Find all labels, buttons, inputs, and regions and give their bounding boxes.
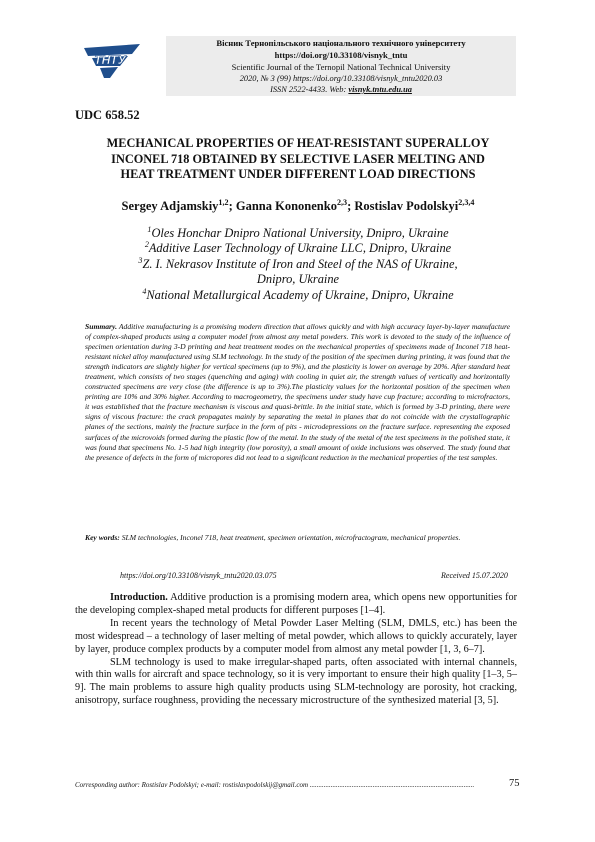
affil-number: 4 [142, 286, 147, 296]
logo-text: ТНТУ [94, 53, 126, 67]
keywords-label: Key words: [85, 533, 120, 542]
author-list [60, 199, 536, 214]
received-date: Received 15.07.2020 [441, 571, 508, 580]
body-text [75, 592, 517, 708]
abstract-text: Additive manufacturing is a promising modern direction that allows quickly and with high accuracy layer-by-layer manufacture of complex-shaped products using a computer model from almost any metal powders. This work is devoted to the study of the influence of specimen orientation during 3-D printing and heat treatment modes on the mechanical properties of specimens made of Inconel 718 heat-resistant nickel alloy manufactured using SLM technology. In the study of the position of the specimen during printing, it was found that the strength indicators are slightly higher for vertical specimens (up to 9%), and the plasticity is lower on average by 20%. After standard heat treatment, which consists of two stages (quenching and aging) with cooling in quiet air, the strength values of vertically and horizontally constructed specimens are very close (the difference is up to 3%).The plasticity values for the horizontal position of the specimen when printing are 10% and 30% higher. According to macrogeometry, the specimens under study have cup fracture; according to microfractors, it was established that the fracture mechanism is viscous and quasi-brittle. In the initial state, which is formed by 3-D printing, there were signs of viscous fracture: the crack propagates mainly by separating the metal in planes that do not coincide with the crystallographic planes of the sections, mainly the fracture surface in the form of pits - microdepressions on the fracture surface. representing the exposed surfaces of the microvoids formed during the plastic flow of the metal. In the study of the metal of the test specimens in the polished state, it was found that specimens No. 1-5 had high integrity (low porosity), a small amount of oxide inclusions was observed. The study found that the presence of defects in the form of micropores did not lead to a significant reduction in the mechanical properties of the test samples. [85, 322, 510, 462]
affiliation [60, 288, 536, 303]
affil-number: 1 [147, 224, 152, 234]
author-name: Rostislav Podolskyi [354, 199, 459, 213]
author-name: Sergey Adjamskiy [121, 199, 219, 213]
issn-line [166, 84, 516, 95]
paragraph-text: Additive production is a promising modern area, which opens new opportunities for the developing complex-shaped metal products for different purposes [1–4]. [75, 592, 517, 616]
affil-text: Oles Honchar Dnipro National University, Dnipro, Ukraine [151, 226, 449, 240]
author-affil-sup: 2,3,4 [458, 197, 475, 207]
keywords-text: SLM technologies, Inconel 718, heat treatment, specimen orientation, microfractogram, mechanical properties. [119, 533, 461, 542]
journal-title-en: Scientific Journal of the Ternopil National Technical University [231, 62, 451, 72]
affiliation [60, 226, 536, 241]
affil-number: 2 [144, 240, 149, 250]
author-affil-sup: 2,3 [336, 197, 348, 207]
affil-number: 3 [138, 255, 143, 265]
affil-text: National Metallurgical Academy of Ukraine, Dnipro, Ukraine [146, 287, 454, 302]
affiliation [60, 257, 536, 272]
author-name: Ganna Kononenko [235, 199, 337, 213]
title-line: INCONEL 718 OBTAINED BY SELECTIVE LASER MELTING AND [111, 151, 485, 166]
paragraph: SLM technology is used to make irregular-shaped parts, often associated with internal channels, with thin walls for aircraft and space technology, so it is very important to ensure their high quality [1–3, 5–9]. The main problems to assure high quality products using SLM-technology are porosity, hot cracking, anisotropy, surface roughness, providing the necessary microstructure of the synthesized material [3, 5]. [75, 656, 517, 707]
affil-text: Z. I. Nekrasov Institute of Iron and Steel of the NAS of Ukraine, [142, 256, 458, 271]
abstract [85, 322, 510, 463]
journal-web-link[interactable]: visnyk.tntu.edu.ua [348, 85, 412, 94]
author-separator: ; [228, 199, 236, 213]
article-title [60, 136, 536, 183]
author-affil-sup: 1,2 [218, 197, 229, 207]
issn-text: ISSN 2522-4433. Web: [270, 85, 349, 94]
page-number: 75 [509, 778, 520, 789]
corresponding-author: Corresponding author: Rostislav Podolskyi; e-mail: rostislavpodolskij@gmail.com .............................................................................................. [75, 781, 475, 789]
paragraph: In recent years the technology of Metal Powder Laser Melting (SLM, DMLS, etc.) has been the most widespread – a technology of laser melting of metal powder, which allows to quickly accurately, layer by layer, produce complex products by a computer model from almost any metal powder [1, 3, 6–7]. [75, 617, 517, 655]
affiliation-list [60, 226, 536, 303]
author-separator: ; [347, 199, 355, 213]
issue-line: 2020, № 3 (99) https://doi.org/10.33108/visnyk_tntu2020.03 [239, 74, 443, 83]
paragraph [75, 592, 517, 618]
journal-logo [80, 38, 148, 88]
title-line: MECHANICAL PROPERTIES OF HEAT-RESISTANT SUPERALLOY [106, 136, 490, 150]
journal-title-ua: Вісник Тернопільського національного технічного університету [216, 38, 466, 48]
journal-header [166, 36, 516, 96]
section-heading: Introduction. [110, 592, 168, 603]
udc-code: UDC 658.52 [75, 108, 140, 122]
affiliation [60, 272, 536, 287]
article-doi-link[interactable]: https://doi.org/10.33108/visnyk_tntu2020.03.075 [120, 571, 277, 580]
title-line: HEAT TREATMENT UNDER DIFFERENT LOAD DIRECTIONS [120, 167, 476, 181]
journal-doi-link[interactable]: https://doi.org/10.33108/visnyk_tntu [274, 50, 408, 60]
affil-text: Additive Laser Technology of Ukraine LLC, Dnipro, Ukraine [148, 241, 452, 256]
affiliation [60, 241, 536, 256]
keywords [85, 533, 510, 543]
affil-text: Dnipro, Ukraine [256, 272, 340, 287]
abstract-label: Summary. [85, 322, 117, 331]
